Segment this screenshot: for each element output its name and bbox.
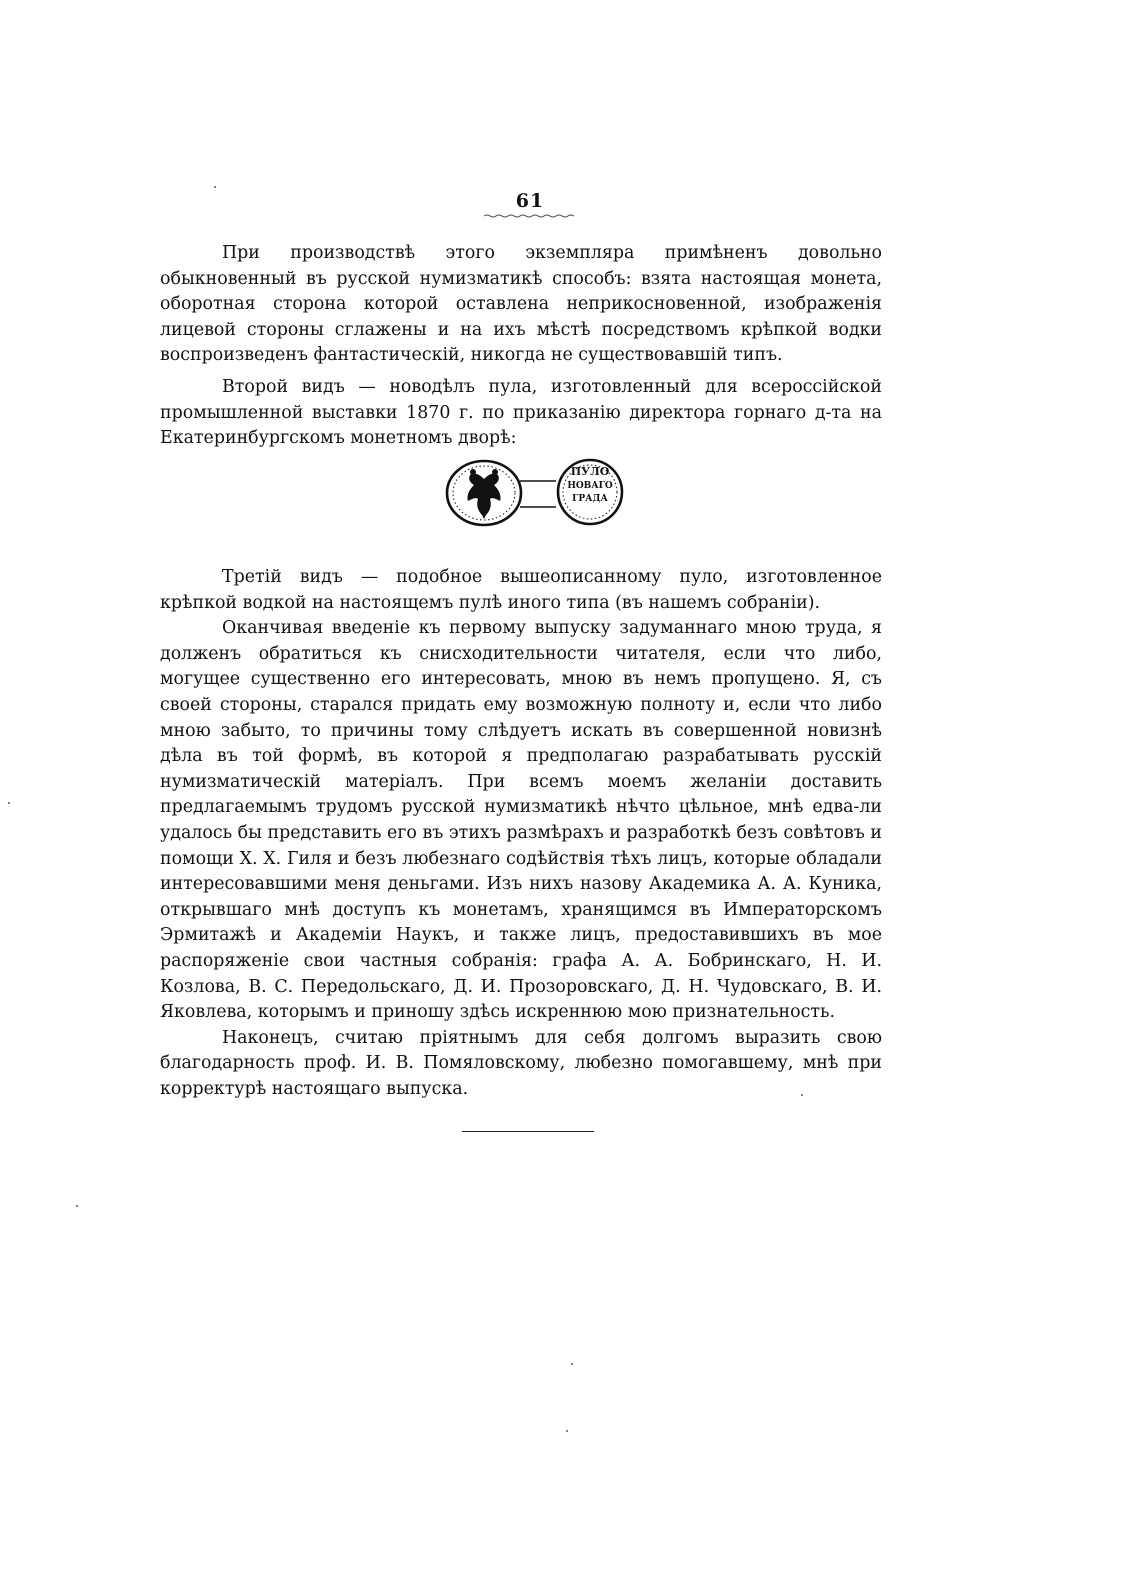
coin-inscription-line: НОВАГО bbox=[567, 481, 613, 491]
paragraph: Наконецъ, считаю пріятнымъ для себя долгомъ выразить свою благодарность проф. И. В. Помяловскому, любезно помогавшему, мнѣ при корректурѣ настоящаго выпуска. bbox=[160, 1027, 882, 1099]
double-headed-eagle-icon bbox=[467, 469, 500, 519]
coin-illustration bbox=[440, 455, 624, 535]
page-number: 61 bbox=[515, 190, 545, 212]
paragraph: При производствѣ этого экземпляра примѣненъ довольно обыкновенный въ русской нумизматикѣ способъ: взята настоящая монета, оборотная сторона которой оставлена неприкосновенной, изображенія лицевой стороны сглажены и на ихъ мѣстѣ посредствомъ крѣпкой водки воспроизведенъ фантастическій, никогда не существовавшій типъ. bbox=[160, 243, 882, 366]
coin-inscription-line: ГРАДА bbox=[572, 494, 608, 504]
text-block-top bbox=[160, 241, 882, 452]
scan-speck bbox=[571, 1363, 573, 1365]
paragraph: Третій видъ — подобное вышеописанному пуло, изготовленное крѣпкой водкой на настоящемъ пулѣ иного типа (въ нашемъ собраніи). bbox=[160, 567, 882, 613]
scan-speck bbox=[566, 1430, 568, 1432]
paragraph: Второй видъ — новодѣлъ пула, изготовленный для всероссійской промышленной выставки 1870 г. по приказанію директора горнаго д-та на Екатеринбургскомъ монетномъ дворѣ: bbox=[160, 376, 882, 449]
scan-speck bbox=[8, 802, 10, 804]
scan-speck bbox=[214, 186, 216, 188]
page-number-wavy-rule bbox=[484, 214, 574, 218]
scan-speck bbox=[76, 1205, 78, 1207]
coin-reverse bbox=[558, 460, 622, 524]
text-block-bottom bbox=[160, 565, 882, 1102]
end-divider bbox=[462, 1131, 594, 1132]
coin-obverse bbox=[447, 461, 521, 525]
coin-inscription-line: ПУЛО bbox=[570, 465, 610, 478]
scan-speck bbox=[801, 1094, 803, 1096]
paragraph: Оканчивая введеніе къ первому выпуску задуманнаго мною труда, я долженъ обратиться къ снисходительности читателя, если что либо, могущее существенно его интересовать, мною въ немъ пропущено. Я, съ своей стороны, старался придать ему возможную полноту и, если что либо мною забыто, то причины тому слѣдуетъ искать въ совершенной новизнѣ дѣла въ той формѣ, въ которой я предполагаю разрабатывать русскій нумизматическій матеріалъ. При всемъ моемъ желаніи доставить предлагаемымъ трудомъ русской нумизматикѣ нѣчто цѣльное, мнѣ едва-ли удалось бы представить его въ этихъ размѣрахъ и разработкѣ безъ совѣтовъ и помощи Х. Х. Гиля и безъ любезнаго содѣйствія тѣхъ лицъ, которые обладали интересовавшими меня деньгами. Изъ нихъ назову Академика А. А. Куника, открывшаго мнѣ доступъ къ монетамъ, хранящимся въ Императорскомъ Эрмитажѣ и Академіи Наукъ, и также лицъ, предоставившихъ въ мое распоряженіе свои частныя собранія: графа А. А. Бобринскаго, Н. И. Козлова, В. С. Передольскаго, Д. И. Прозоровскаго, Д. Н. Чудовскаго, В. И. Яковлева, которымъ и приношу здѣсь искреннюю мою признательность. bbox=[160, 618, 882, 1023]
